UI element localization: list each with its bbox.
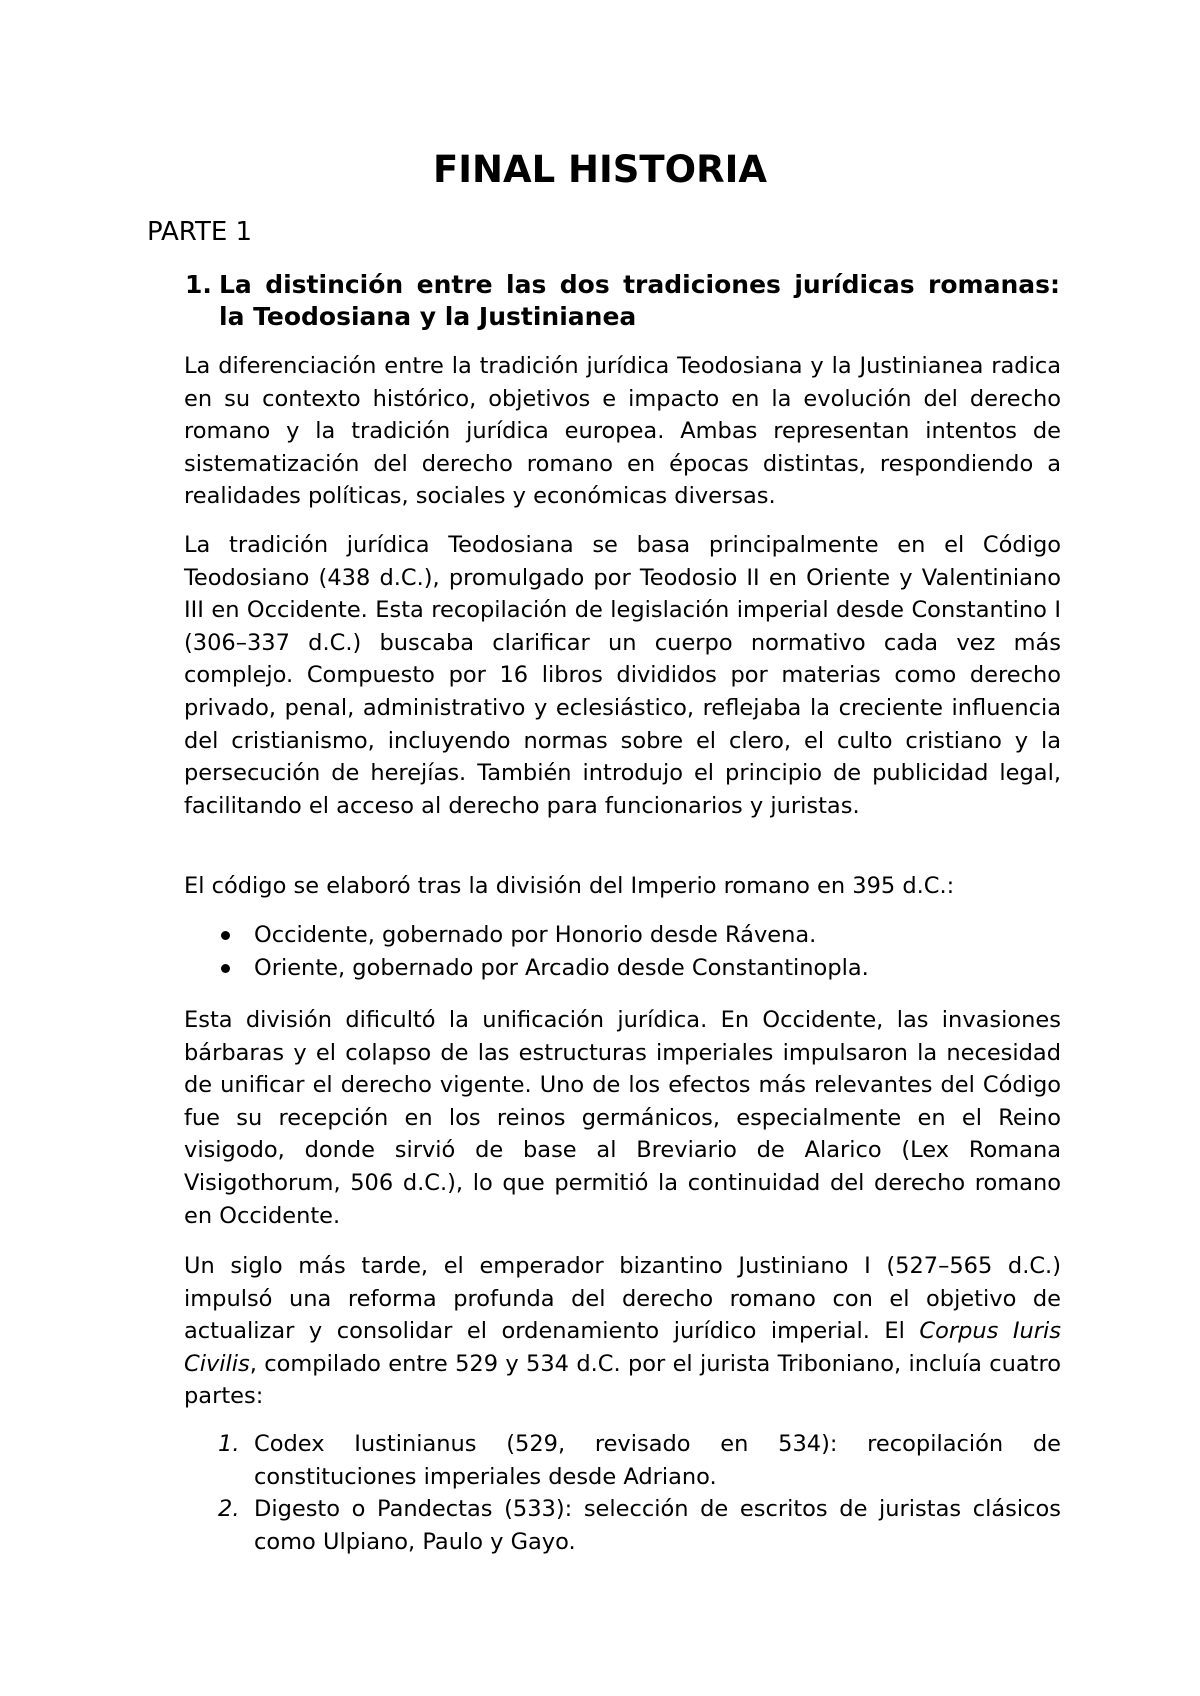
bullet-list — [184, 919, 1061, 984]
list-item — [184, 1428, 1061, 1493]
document-title: FINAL HISTORIA — [432, 148, 768, 191]
paragraph-intro: La diferenciación entre la tradición jurídica Teodosiana y la Justinianea radica en su contexto histórico, objetivos e impacto en la evolución del derecho romano y la tradición jurídica europea. Ambas representan intentos de sistematización del derecho romano en épocas distintas, respondiendo a realidades políticas, sociales y económicas diversas. — [184, 353, 1061, 510]
list-item-number: 1. — [218, 1431, 240, 1457]
question-heading: La distinción entre las dos tradiciones jurídicas romanas: la Teodosiana y la Justinianea — [219, 270, 1060, 331]
list-item — [184, 919, 1061, 952]
paragraph-division: El código se elaboró tras la división del Imperio romano en 395 d.C.: — [184, 873, 955, 899]
list-item-text: Codex Iustinianus (529, revisado en 534): recopilación de constituciones imperiales desde Adriano. — [254, 1431, 1061, 1490]
list-item-text: Digesto o Pandectas (533): selección de escritos de juristas clásicos como Ulpiano, Paulo y Gayo. — [254, 1496, 1061, 1555]
list-item — [184, 1493, 1061, 1558]
bullet-icon — [221, 931, 230, 940]
paragraph-justiniano — [184, 1250, 1061, 1413]
bullet-icon — [221, 964, 230, 973]
question-number: 1. — [185, 270, 212, 299]
paragraph-teodosiana: La tradición jurídica Teodosiana se basa principalmente en el Código Teodosiano (438 d.C.), promulgado por Teodosio II en Oriente y Valentiniano III en Occidente. Esta recopilación de legislación imperial desde Constantino I (306–337 d.C.) buscaba clarificar un cuerpo normativo cada vez más complejo. Compuesto por 16 libros divididos por materias como derecho privado, penal, administrativo y eclesiástico, reflejaba la creciente influencia del cristianismo, incluyendo normas sobre el clero, el culto cristiano y la persecución de herejías. También introdujo el principio de publicidad legal, facilitando el acceso al derecho para funcionarios y juristas. — [184, 532, 1061, 819]
paragraph-text: , compilado entre 529 y 534 d.C. por el jurista Triboniano, incluía cuatro partes: — [184, 1350, 1061, 1410]
list-item — [184, 952, 1061, 985]
paragraph-consequences: Esta división dificultó la unificación jurídica. En Occidente, las invasiones bárbaras y el colapso de las estructuras imperiales impulsaron la necesidad de unificar el derecho vigente. Uno de los efectos más relevantes del Código fue su recepción en los reinos germánicos, especialmente en el Reino visigodo, donde sirvió de base al Breviario de Alarico (Lex Romana Visigothorum, 506 d.C.), lo que permitió la continuidad del derecho romano en Occidente. — [184, 1007, 1061, 1229]
part-heading: PARTE 1 — [147, 217, 253, 247]
numbered-list — [184, 1428, 1061, 1558]
list-item-number: 2. — [218, 1496, 240, 1523]
italic-term: Corpus Iuris Civilis — [184, 1318, 1061, 1377]
list-item-text: Occidente, gobernado por Honorio desde Rávena. — [254, 922, 817, 948]
paragraph-text: Un siglo más tarde, el emperador bizantino Justiniano I (527–565 d.C.) impulsó una reforma profunda del derecho romano con el objetivo de actualizar y consolidar el ordenamiento jurídico imperial. El — [184, 1253, 1061, 1345]
list-item-text: Oriente, gobernado por Arcadio desde Constantinopla. — [254, 954, 869, 981]
